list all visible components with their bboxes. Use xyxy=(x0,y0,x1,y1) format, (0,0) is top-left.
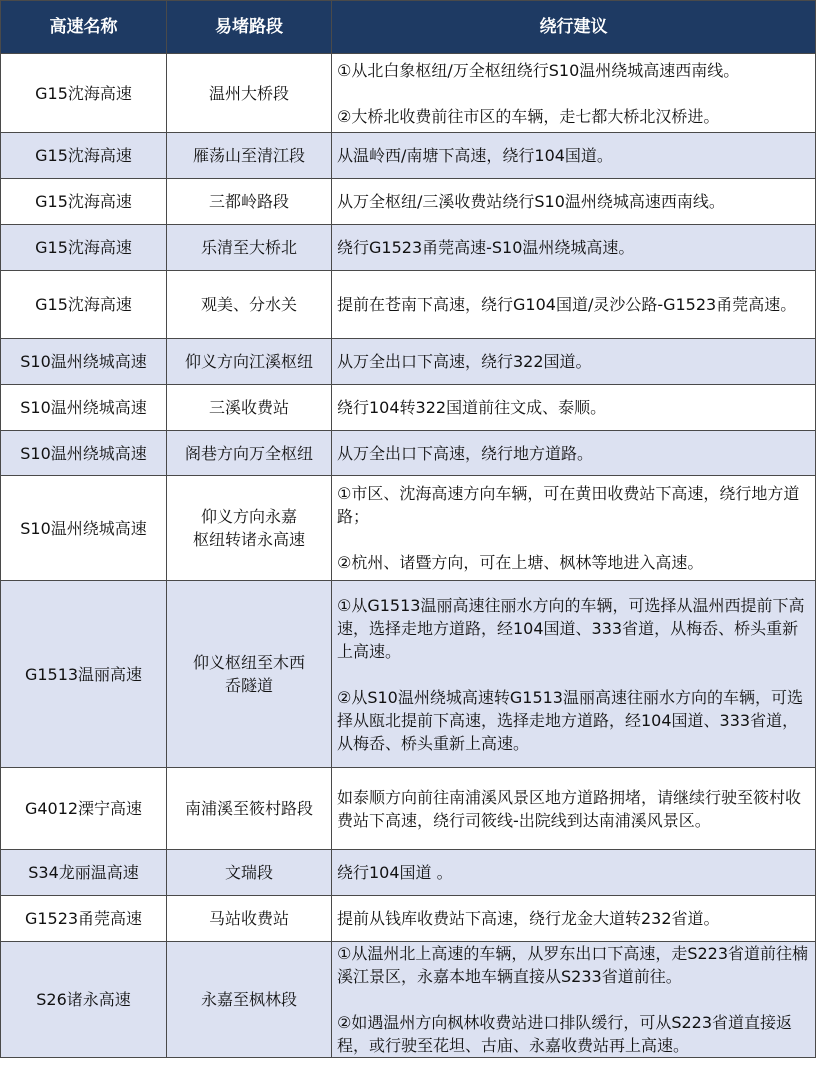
highway-name-cell xyxy=(1,850,167,896)
advice-paragraph: ②从S10温州绕城高速转G1513温丽高速往丽水方向的车辆，可选择从瓯北提前下高速，选择走地方道路，经104国道、333省道，从梅岙、桥头重新上高速。 xyxy=(337,687,803,753)
table-row xyxy=(1,179,816,225)
highway-name-cell xyxy=(1,942,167,1058)
advice-paragraph: 从万全枢纽/三溪收费站绕行S10温州绕城高速西南线。 xyxy=(337,192,725,211)
segment-name: 仰义枢纽至木西 岙隧道 xyxy=(192,653,305,695)
table-row xyxy=(1,476,816,581)
segment-cell xyxy=(167,431,332,476)
segment-name: 永嘉至枫林段 xyxy=(200,990,297,1009)
advice-paragraph: 如泰顺方向前往南浦溪风景区地方道路拥堵，请继续行驶至筱村收费站下高速，绕行司筱线-岀院线到达南浦溪风景区。 xyxy=(337,787,802,830)
segment-cell xyxy=(167,942,332,1058)
segment-cell xyxy=(167,581,332,768)
table-row xyxy=(1,942,816,1058)
table-row xyxy=(1,850,816,896)
advice-paragraph: 从万全出口下高速，绕行地方道路。 xyxy=(337,443,594,463)
segment-name: 南浦溪至筱村路段 xyxy=(184,799,313,818)
segment-name: 阁巷方向万全枢纽 xyxy=(184,443,313,463)
advice-paragraph: 从万全出口下高速，绕行322国道。 xyxy=(337,352,592,371)
highway-name: G15沈海高速 xyxy=(35,295,132,314)
segment-name: 乐清至大桥北 xyxy=(200,238,297,257)
segment-name: 仰义方向永嘉 枢纽转诸永高速 xyxy=(192,507,305,549)
segment-cell xyxy=(167,896,332,942)
table-row xyxy=(1,225,816,271)
advice-paragraph: 绕行104转322国道前往文成、泰顺。 xyxy=(337,398,607,417)
highway-name-cell xyxy=(1,385,167,431)
highway-name-cell xyxy=(1,896,167,942)
advice-paragraph: ①市区、沈海高速方向车辆，可在黄田收费站下高速，绕行地方道路； xyxy=(337,484,800,526)
paragraph-gap xyxy=(337,988,811,1011)
highway-name: G15沈海高速 xyxy=(35,146,132,165)
table-row xyxy=(1,54,816,133)
detour-advice-cell xyxy=(332,581,816,768)
segment-cell xyxy=(167,133,332,179)
detour-advice-cell xyxy=(332,476,816,581)
highway-name-cell xyxy=(1,225,167,271)
advice-paragraph: 从温岭西/南塘下高速，绕行104国道。 xyxy=(337,146,613,165)
table-row xyxy=(1,339,816,385)
highway-name: S10温州绕城高速 xyxy=(20,398,147,417)
advice-paragraph: ①从G1513温丽高速往丽水方向的车辆，可选择从温州西提前下高速，选择走地方道路，经104国道、333省道，从梅岙、桥头重新上高速。 xyxy=(337,595,805,661)
table-row xyxy=(1,133,816,179)
segment-cell xyxy=(167,850,332,896)
highway-name: G15沈海高速 xyxy=(35,83,132,103)
segment-name: 仰义方向江溪枢纽 xyxy=(184,352,313,371)
detour-advice-cell xyxy=(332,850,816,896)
segment-cell xyxy=(167,271,332,339)
table-row xyxy=(1,896,816,942)
highway-name: S34龙丽温高速 xyxy=(28,863,139,882)
highway-name-cell xyxy=(1,431,167,476)
highway-name-cell xyxy=(1,179,167,225)
highway-name-cell xyxy=(1,339,167,385)
highway-name-cell xyxy=(1,54,167,133)
segment-name: 文瑞段 xyxy=(224,863,273,882)
detour-advice-cell xyxy=(332,54,816,133)
paragraph-gap xyxy=(337,663,811,686)
highway-name: G1523甬莞高速 xyxy=(24,909,143,928)
segment-cell xyxy=(167,768,332,850)
segment-name: 三都岭路段 xyxy=(208,192,289,211)
detour-advice-cell xyxy=(332,339,816,385)
detour-advice-cell xyxy=(332,431,816,476)
detour-advice-cell xyxy=(332,385,816,431)
highway-name-cell xyxy=(1,271,167,339)
detour-advice-cell xyxy=(332,942,816,1058)
detour-advice-cell xyxy=(332,896,816,942)
highway-name-cell xyxy=(1,476,167,581)
advice-paragraph: 绕行G1523甬莞高速-S10温州绕城高速。 xyxy=(337,238,635,257)
paragraph-gap xyxy=(337,528,811,551)
segment-cell xyxy=(167,476,332,581)
detour-advice-cell xyxy=(332,133,816,179)
highway-name-cell xyxy=(1,768,167,850)
segment-name: 三溪收费站 xyxy=(208,398,289,417)
segment-cell xyxy=(167,339,332,385)
table-row xyxy=(1,431,816,476)
highway-name-cell xyxy=(1,133,167,179)
header-congested-segment: 易堵路段 xyxy=(167,1,332,54)
highway-name: G15沈海高速 xyxy=(35,192,132,211)
advice-paragraph: 提前从钱库收费站下高速，绕行龙金大道转232省道。 xyxy=(337,909,720,928)
table-header-row xyxy=(1,1,816,54)
detour-advice-cell xyxy=(332,768,816,850)
segment-cell xyxy=(167,179,332,225)
table-row xyxy=(1,385,816,431)
detour-advice-cell xyxy=(332,271,816,339)
table-row xyxy=(1,768,816,850)
advice-paragraph: 绕行104国道 。 xyxy=(337,863,453,882)
advice-paragraph: ①从北白象枢纽/万全枢纽绕行S10温州绕城高速西南线。 xyxy=(337,60,740,80)
advice-paragraph: 提前在苍南下高速，绕行G104国道/灵沙公路-G1523甬莞高速。 xyxy=(337,295,797,314)
segment-name: 马站收费站 xyxy=(208,909,289,928)
table-row xyxy=(1,271,816,339)
highway-name: G4012溧宁高速 xyxy=(24,799,143,818)
paragraph-gap xyxy=(337,82,811,105)
segment-name: 温州大桥段 xyxy=(208,83,289,103)
advice-paragraph: ②大桥北收费前往市区的车辆，走七都大桥北汉桥进。 xyxy=(337,106,720,126)
table-row xyxy=(1,581,816,768)
highway-name: S26诸永高速 xyxy=(36,990,131,1009)
advice-paragraph: ①从温州北上高速的车辆，从罗东出口下高速，走S223省道前往楠溪江景区，永嘉本地车辆直接从S233省道前往。 xyxy=(337,944,809,986)
segment-cell xyxy=(167,385,332,431)
header-detour-advice: 绕行建议 xyxy=(332,1,816,54)
header-highway-name: 高速名称 xyxy=(1,1,167,54)
segment-cell xyxy=(167,54,332,133)
highway-name: G1513温丽高速 xyxy=(24,664,143,684)
detour-advice-cell xyxy=(332,179,816,225)
highway-name: G15沈海高速 xyxy=(35,238,132,257)
advice-paragraph: ②如遇温州方向枫林收费站进口排队缓行，可从S223省道直接返程，或行驶至花坦、古庙、永嘉收费站再上高速。 xyxy=(337,1013,793,1055)
advice-paragraph: ②杭州、诸暨方向，可在上塘、枫林等地进入高速。 xyxy=(337,553,704,572)
segment-name: 雁荡山至清江段 xyxy=(192,146,305,165)
highway-name: S10温州绕城高速 xyxy=(20,352,147,371)
detour-advice-cell xyxy=(332,225,816,271)
highway-name: S10温州绕城高速 xyxy=(20,443,147,463)
highway-name: S10温州绕城高速 xyxy=(20,518,147,538)
segment-name: 观美、分水关 xyxy=(200,295,297,314)
table-body xyxy=(1,54,816,1058)
segment-cell xyxy=(167,225,332,271)
highway-name-cell xyxy=(1,581,167,768)
